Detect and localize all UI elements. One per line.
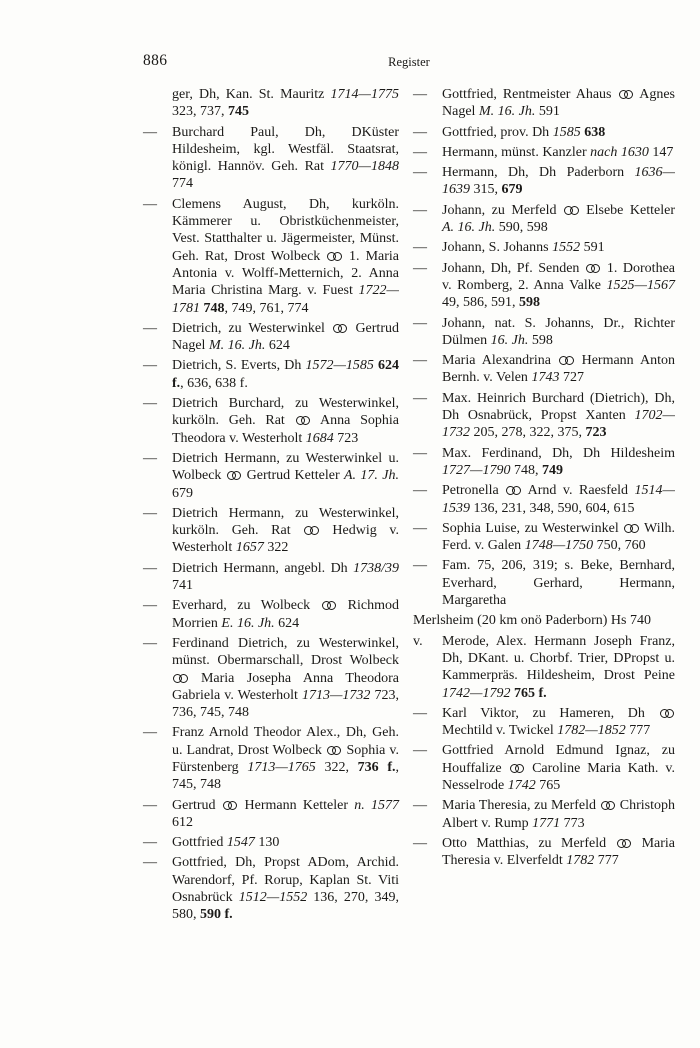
marriage-icon: [619, 90, 634, 99]
marriage-icon: [559, 356, 574, 365]
index-body: [143, 86, 675, 927]
index-entry: — Fam. 75, 206, 319; s. Beke, Bernhard, Everhard, Gerhard, Hermann, Margaretha: [413, 558, 675, 609]
entry-marker: —: [413, 353, 427, 369]
entry-marker: —: [413, 390, 427, 406]
index-entry: — Ferdinand Dietrich, zu Westerwinkel, münst. Obermarschall, Drost Wolbeck Maria Josepha Anna Theodora Gabriela v. Westerholt 1713—1732 723, 736, 745, 748: [143, 635, 399, 721]
entry-marker: —: [413, 87, 427, 102]
marriage-icon: [617, 839, 632, 848]
index-entry: — Gottfried 1547 130: [143, 835, 280, 851]
entry-marker: —: [143, 560, 157, 576]
index-entry: — Maria Theresia, zu Merfeld Christoph Albert v. Rump 1771 773: [413, 798, 676, 831]
index-entry: — Johann, nat. S. Johanns, Dr., Richter Dülmen 16. Jh. 598: [413, 315, 675, 348]
entry-marker: —: [413, 445, 427, 461]
entry-marker: —: [413, 202, 427, 218]
index-entry: — Petronella Arnd v. Raesfeld 1514—1539 136, 231, 348, 590, 604, 615: [413, 483, 675, 516]
index-column-left: [143, 86, 399, 927]
marriage-icon: [624, 524, 639, 533]
marriage-icon: [506, 486, 521, 495]
index-entry: ger, Dh, Kan. St. Mauritz 1714—1775 323, 737, 745: [172, 87, 399, 120]
entry-marker: —: [413, 558, 427, 574]
index-entry: — Franz Arnold Theodor Alex., Dh, Geh. u. Landrat, Drost Wolbeck Sophia v. Fürstenberg 1713—1765 322, 736 f., 745, 748: [143, 725, 399, 793]
entry-marker: —: [143, 450, 157, 466]
marriage-icon: [223, 801, 238, 810]
index-entry: — Karl Viktor, zu Hameren, Dh Mechtild v. Twickel 1782—1852 777: [413, 705, 675, 740]
entry-marker: —: [413, 798, 427, 814]
index-entry: — Gottfried Arnold Edmund Ignaz, zu Houffalize Caroline Maria Kath. v. Nesselrode 1742 765: [413, 743, 675, 793]
index-entry: — Dietrich, S. Everts, Dh 1572—1585 624 f., 636, 638 f.: [143, 358, 400, 391]
marriage-icon: [660, 709, 675, 718]
marriage-icon: [227, 471, 242, 480]
entry-marker: —: [413, 835, 427, 851]
index-entry: — Everhard, zu Wolbeck Richmod Morrien E. 16. Jh. 624: [143, 598, 399, 631]
entry-marker: —: [143, 396, 157, 412]
page-number: 886: [143, 52, 168, 69]
entry-marker: —: [413, 520, 427, 536]
marriage-icon: [601, 801, 616, 810]
entry-marker: —: [143, 635, 157, 651]
entry-marker: —: [143, 855, 157, 871]
entry-marker: —: [413, 483, 427, 499]
index-entry: — Burchard Paul, Dh, DKüster Hildesheim, kgl. Westfäl. Staatsrat, königl. Hannöv. Geh. Rat 1770—1848 774: [143, 124, 399, 192]
index-column-right: [413, 86, 675, 927]
index-entry: — Dietrich Hermann, angebl. Dh 1738/39 741: [143, 560, 399, 594]
index-entry: — Gertrud Hermann Ketteler n. 1577 612: [143, 797, 399, 830]
index-entry: — Hermann, Dh, Dh Paderborn 1636—1639 315, 679: [413, 165, 675, 198]
index-entry: — Dietrich Burchard, zu Westerwinkel, kurköln. Geh. Rat Anna Sophia Theodora v. Westerholt 1684 723: [143, 396, 399, 446]
marriage-icon: [564, 206, 579, 215]
index-entry: — Otto Matthias, zu Merfeld Maria Theresia v. Elverfeldt 1782 777: [413, 835, 675, 869]
entry-marker: —: [143, 505, 157, 521]
index-entry: — Johann, Dh, Pf. Senden 1. Dorothea v. Romberg, 2. Anna Valke 1525—1567 49, 586, 591, 598: [413, 260, 676, 311]
index-entry: — Hermann, münst. Kanzler nach 1630 147: [413, 144, 674, 160]
index-entry: — Johann, zu Merfeld Elsebe Ketteler A. 16. Jh. 590, 598: [413, 202, 675, 236]
entry-marker: —: [143, 320, 157, 336]
entry-marker: —: [143, 797, 157, 813]
entry-marker: —: [413, 144, 427, 160]
marriage-icon: [510, 764, 525, 773]
index-entry: — Max. Ferdinand, Dh, Dh Hildesheim 1727—1790 748, 749: [413, 445, 675, 478]
entry-marker: —: [413, 315, 427, 331]
index-entry: Merlsheim (20 km onö Paderborn) Hs 740: [413, 613, 651, 629]
index-entry: — Gottfried, prov. Dh 1585 638: [413, 124, 606, 140]
entry-marker: —: [413, 260, 427, 276]
running-head: Register: [388, 55, 430, 69]
marriage-icon: [173, 674, 188, 683]
entry-marker: —: [143, 196, 157, 212]
entry-marker: —: [413, 165, 427, 181]
marriage-icon: [304, 526, 319, 535]
index-entry: — Clemens August, Dh, kurköln. Kämmerer u. Obristküchenmeister, Vest. Statthalter u. Jägermeister, Münst. Geh. Rat, Drost Wolbeck 1. Maria Antonia v. Wolff-Metternich, 2. Anna Maria Christina Marg. v. Fuest 1722—1781 748, 749, 761, 774: [143, 196, 399, 316]
page-header: [143, 52, 675, 72]
index-entry: — Dietrich Hermann, zu Westerwinkel u. Wolbeck Gertrud Ketteler A. 17. Jh. 679: [143, 450, 399, 501]
entry-marker: —: [413, 743, 427, 759]
entry-marker: —: [143, 358, 157, 374]
index-entry: — Gottfried, Rentmeister Ahaus Agnes Nagel M. 16. Jh. 591: [413, 87, 676, 120]
index-entry: — Maria Alexandrina Hermann Anton Bernh. v. Velen 1743 727: [413, 353, 675, 386]
index-entry: — Gottfried, Dh, Propst ADom, Archid. Warendorf, Pf. Rorup, Kaplan St. Viti Osnabrück 1512—1552 136, 270, 349, 580, 590 f.: [143, 855, 399, 923]
marriage-icon: [586, 264, 601, 273]
entry-marker: —: [413, 705, 427, 721]
marriage-icon: [333, 324, 348, 333]
entry-marker: —: [413, 240, 427, 256]
entry-marker: —: [143, 598, 157, 614]
index-entry: — Dietrich, zu Westerwinkel Gertrud Nagel M. 16. Jh. 624: [143, 320, 399, 354]
index-entry: — Johann, S. Johanns 1552 591: [413, 240, 605, 256]
index-entry: — Dietrich Hermann, zu Westerwinkel, kurköln. Geh. Rat Hedwig v. Westerholt 1657 322: [143, 505, 399, 556]
entry-marker: —: [143, 124, 157, 140]
entry-marker: v.: [413, 633, 423, 649]
marriage-icon: [296, 416, 311, 425]
index-entry: — Max. Heinrich Burchard (Dietrich), Dh, Dh Osnabrück, Propst Xanten 1702—1732 205, 278, 322, 375, 723: [413, 390, 675, 441]
entry-marker: —: [143, 835, 157, 851]
marriage-icon: [322, 601, 337, 610]
entry-marker: —: [413, 124, 427, 140]
index-entry: v. Merode, Alex. Hermann Joseph Franz, Dh, DKant. u. Chorbf. Trier, DPropst u. Kammerpräs. Hildesheim, Drost Peine 1742—1792 765 f.: [413, 633, 675, 701]
index-entry: — Sophia Luise, zu Westerwinkel Wilh. Ferd. v. Galen 1748—1750 750, 760: [413, 520, 675, 554]
marriage-icon: [327, 746, 342, 755]
marriage-icon: [327, 252, 342, 261]
entry-marker: —: [143, 725, 157, 741]
